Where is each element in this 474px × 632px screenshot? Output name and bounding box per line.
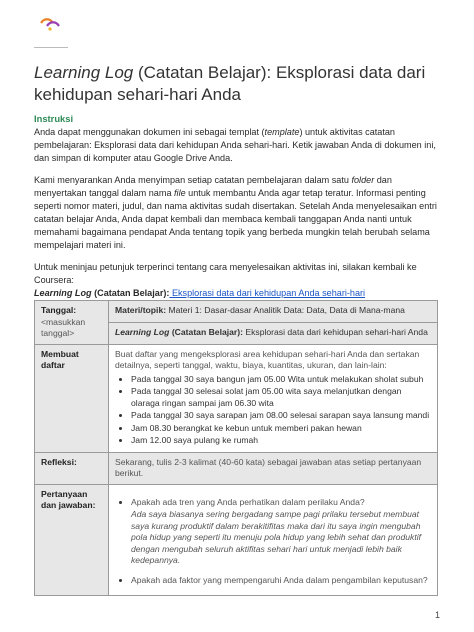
list-item: • Pada tanggal 30 selesai solat jam 05.00 wita saya melanjutkan dengan olaraga ringan sampai jam 06.30 wita xyxy=(131,386,431,409)
list-label: Membuat daftar xyxy=(35,344,109,452)
list-cell[interactable]: Buat daftar yang mengeksplorasi area kehidupan sehari-hari Anda dan sertakan detailnya, seperti tanggal, waktu, biaya, kuantitas, ukuran, dan lain-lain: • Pada tanggal 30 saya bangun jam 05.00 Wita untuk melakukan sholat subuh • Pada tanggal 30 selesai solat jam 05.00 wita saya melanjutkan dengan olaraga ringan sampai jam 06.30 wita • Pada tanggal 30 saya sarapan jam 08.00 selesai sarapan saya lansung mandi • Jam 08.30 berangkat ke kebun untuk memberi pakan hewan • Jam 12.00 saya pulang ke rumah xyxy=(109,344,438,452)
coursera-label-bold: (Catatan Belajar): xyxy=(91,288,170,298)
activity-cell: Learning Log (Catatan Belajar): Eksplorasi data dari kehidupan sehari-hari Anda xyxy=(109,322,438,344)
page-title: Learning Log (Catatan Belajar): Eksplorasi data dari kehidupan sehari-hari Anda xyxy=(34,63,426,104)
qa-cell[interactable] xyxy=(109,484,438,596)
reflection-label: Refleksi: xyxy=(35,452,109,484)
date-cell: Tanggal: <masukkan tanggal> xyxy=(35,301,109,345)
learning-log-table xyxy=(34,300,438,596)
list-item: • Jam 12.00 saya pulang ke rumah xyxy=(131,435,431,447)
list-item: • Pada tanggal 30 saya sarapan jam 08.00 selesai sarapan saya lansung mandi xyxy=(131,410,431,422)
date-input[interactable]: <masukkan tanggal> xyxy=(41,316,86,338)
instructions-section xyxy=(34,112,444,309)
list-item: • Pada tanggal 30 saya bangun jam 05.00 Wita untuk melakukan sholat subuh xyxy=(131,374,431,386)
daily-list xyxy=(131,374,431,447)
paragraph-2: Kami menyarankan Anda menyimpan setiap catatan pembelajaran dalam satu folder dan menyertakan tanggal dalam nama file untuk membantu Anda agar tetap teratur. Informasi penting seperti nomor materi, judul, dan nama aktivitas sudah disertakan. Setelah Anda menyelesaikan entri catatan belajar Anda, Anda dapat kembali dan membaca kembali tanggapan Anda nanti untuk memahami bagaimana pendapat Anda tentang topik yang berbeda mungkin telah berubah selama mempelajari materi ini. xyxy=(34,175,437,250)
coursera-link[interactable]: Eksplorasi data dari kehidupan Anda sehari-hari xyxy=(169,288,366,298)
reflection-instructions: Sekarang, tulis 2-3 kalimat (40-60 kata) sebagai jawaban atas setiap pertanyaan berikut. xyxy=(109,452,438,484)
list-item: • Jam 08.30 berangkat ke kebun untuk memberi pakan hewan xyxy=(131,423,431,435)
page-number: 1 xyxy=(434,610,440,620)
logo-icon xyxy=(38,14,62,34)
qa-label: Pertanyaan dan jawaban: xyxy=(35,484,109,596)
paragraph-3: Untuk meninjau petunjuk terperinci tentang cara menyelesaikan aktivitas ini, silakan kembali ke Coursera: Learning Log (Catatan Belajar): Eksplorasi data dari kehidupan Anda sehari-hari xyxy=(34,262,417,298)
instructions-heading: Instruksi xyxy=(34,113,74,124)
answer-1[interactable]: Ada saya biasanya sering bergadang sampe pagi prilaku tersebut membuat saya kurang produktif dalam berakitifitas maka dari itu saya ingin mengubah pola hidup yang seperti itu menuju pola hidup yang lebih sehat dan produktif dengan mengubah seluruh aktifitas sehari hari untuk menjadi lebih baik kedepannya. xyxy=(131,509,422,565)
topic-cell: Materi/topik: Materi 1: Dasar-dasar Analitik Data: Data, Data di Mana-mana xyxy=(109,301,438,323)
logo-divider xyxy=(34,47,68,48)
paragraph-1: Anda dapat menggunakan dokumen ini sebagai templat (template) untuk aktivitas catatan pembelajaran: Eksplorasi data dari kehidupan Anda sehari-hari. Ketik jawaban Anda di dokumen ini, dan simpan di komputer atau Google Drive Anda. xyxy=(34,127,436,163)
question-2: • Apakah ada faktor yang mempengaruhi Anda dalam pengambilan keputusan? xyxy=(131,575,431,587)
question-1: • Apakah ada tren yang Anda perhatikan dalam perilaku Anda? Ada saya biasanya sering bergadang sampe pagi prilaku tersebut membuat saya kurang produktif dalam berakitifitas maka dari itu saya ingin mengubah pola hidup yang seperti itu menuju pola hidup yang lebih sehat dan produktif dengan mengubah seluruh aktifitas sehari hari untuk menjadi lebih baik kedepannya. xyxy=(131,497,431,567)
